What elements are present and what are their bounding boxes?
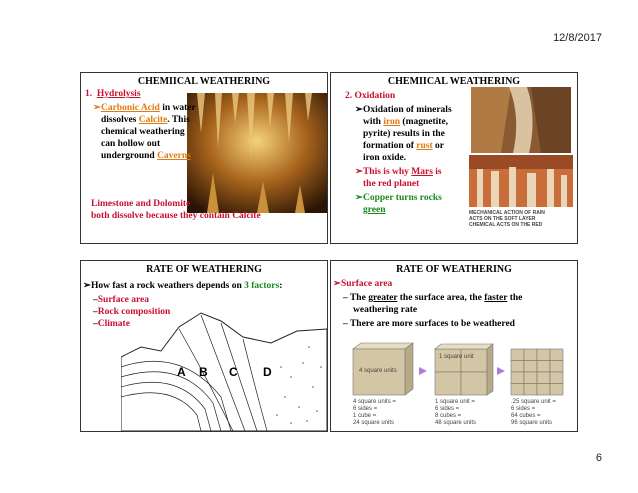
heading: 2. Oxidation [345, 91, 396, 101]
text-line: – There are more surfaces to be weathered [343, 319, 515, 329]
layer-label: D [263, 365, 272, 379]
rock-layers-diagram [121, 307, 327, 431]
bullet-line: ➢Carbonic Acid in water [93, 103, 196, 113]
bullet-line: ➢This is why Mars is [355, 167, 442, 177]
text-line: weathering rate [353, 305, 418, 315]
slide-oxidation[interactable] [330, 72, 578, 244]
factor-item: –Rock composition [93, 307, 171, 317]
heading: 1. Hydrolysis [85, 89, 141, 99]
factor-item: –Climate [93, 319, 130, 329]
cube-stat: 6 sides = [353, 406, 378, 412]
text-line: pyrite) results in the [363, 129, 445, 139]
text-line: dissolves Calcite. This [101, 115, 190, 125]
text-line: the red planet [363, 179, 420, 189]
layer-label: B [199, 365, 208, 379]
page-number: 6 [595, 452, 602, 464]
text-line: can hollow out [101, 139, 161, 149]
slide-title: CHEMIICAL WEATHERING [137, 76, 271, 87]
slide-title: CHEMIICAL WEATHERING [387, 76, 521, 87]
bullet-line: ➢Copper turns rocks [355, 193, 442, 203]
layer-label: A [177, 365, 186, 379]
photo-caption: CHEMICAL ACTS ON THE RED [469, 222, 543, 228]
slide-hydrolysis[interactable] [80, 72, 328, 244]
text-line: iron oxide. [363, 153, 407, 163]
text-line: green [363, 205, 386, 215]
cube-stat: 6 sides = [435, 406, 460, 412]
slide-surface-area[interactable] [330, 260, 578, 432]
cube-stat: 24 square units [353, 420, 395, 426]
photo-caption: ACTS ON THE SOFT LAYER [469, 216, 536, 222]
cavern-photo [187, 93, 327, 213]
cube-area-label: 4 square units [359, 368, 397, 374]
cube-stat: 64 cubes = [511, 413, 541, 419]
bullet-line: ➢How fast a rock weathers depends on 3 factors: [83, 281, 283, 291]
footer-line: both dissolve because they contain Calcite [91, 211, 261, 221]
cube-area-label: 1 square unit [439, 354, 474, 360]
text-line: formation of rust or [363, 141, 445, 151]
rust-rock-photo [471, 87, 571, 153]
footer-line: Limestone and Dolomite [91, 199, 191, 209]
text-line: – The greater the surface area, the faster the [343, 293, 523, 303]
slide-title: RATE OF WEATHERING [146, 264, 262, 275]
text-line: chemical weathering [101, 127, 185, 137]
factor-item: –Surface area [93, 295, 150, 305]
cube-stat: 48 square units [435, 420, 477, 426]
cube-stat: 1 cube = [353, 413, 377, 419]
cube-stat: 1 square unit = [435, 399, 475, 405]
bullet-line: ➢Oxidation of minerals [355, 105, 452, 115]
cube-stat: 8 cubes = [435, 413, 462, 419]
text-line: underground Caverns [101, 151, 191, 161]
slide-rate-factors[interactable] [80, 260, 328, 432]
layer-label: C [229, 365, 238, 379]
cube-stat: 4 square units = [353, 399, 396, 405]
bullet-line: ➢Surface area [333, 279, 393, 289]
photo-caption: MECHANICAL ACTION OF RAIN [469, 210, 545, 216]
hoodoo-photo [469, 155, 573, 207]
date: 12/8/2017 [553, 32, 602, 44]
text-line: with iron (magnetite, [363, 117, 449, 127]
cube-stat: 6 sides = [511, 406, 536, 412]
slide-title: RATE OF WEATHERING [396, 264, 512, 275]
cube-stat: .25 square unit = [511, 399, 556, 405]
cube-stat: 96 square units [511, 420, 553, 426]
